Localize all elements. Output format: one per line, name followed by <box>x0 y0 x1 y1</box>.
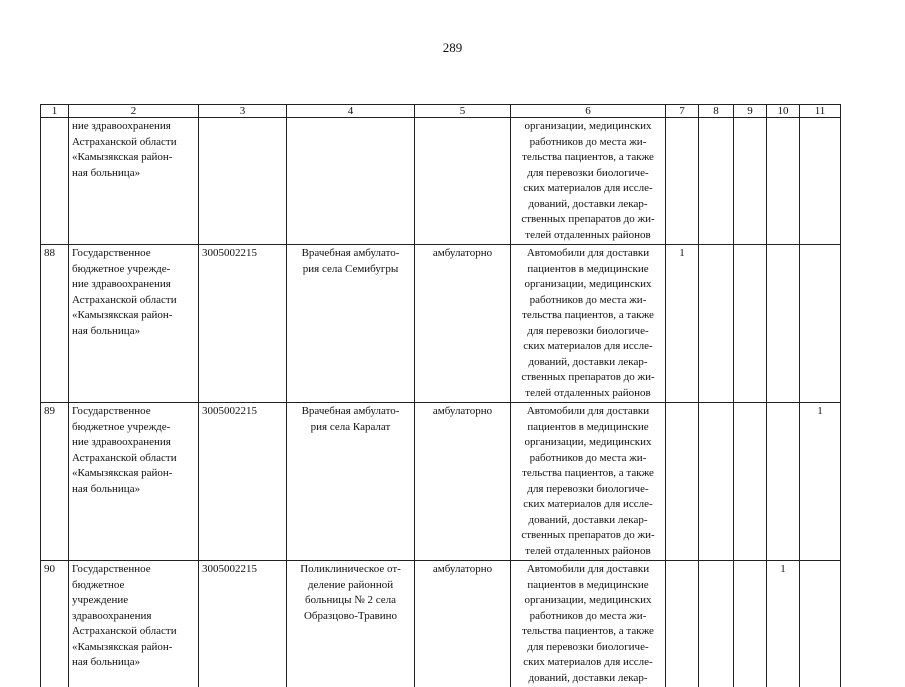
purpose-cell: организации, медицинских работников до места жи- тельства пациентов, а также для перевозки биологиче- ских материалов для иссле- дований, доставки лекар- ственных препаратов до жи- телей отдаленных районов <box>511 118 666 245</box>
row-number <box>41 118 69 245</box>
purpose-cell: Автомобили для доставки пациентов в медицинские организации, медицинских работников до места жи- тельства пациентов, а также для перевозки биологиче- ских материалов для иссле- дований, доставки лекар- <box>511 561 666 687</box>
count-cell <box>734 245 767 403</box>
column-header: 4 <box>287 105 415 118</box>
mode-cell <box>415 118 511 245</box>
count-cell <box>800 118 841 245</box>
facility-cell <box>287 118 415 245</box>
count-cell <box>767 118 800 245</box>
inn-cell <box>199 118 287 245</box>
column-header: 8 <box>699 105 734 118</box>
count-cell <box>767 403 800 561</box>
mode-cell: амбулаторно <box>415 561 511 687</box>
mode-cell: амбулаторно <box>415 403 511 561</box>
institution-name: Государственное бюджетное учреждение здравоохранения Астраханской области «Камызякская район- ная больница» <box>69 561 199 687</box>
table-row <box>41 561 841 687</box>
page-number: 289 <box>0 40 905 56</box>
count-cell <box>699 245 734 403</box>
count-cell <box>767 245 800 403</box>
count-cell <box>699 561 734 687</box>
count-cell <box>666 561 699 687</box>
inn-cell: 3005002215 <box>199 561 287 687</box>
purpose-cell: Автомобили для доставки пациентов в медицинские организации, медицинских работников до места жи- тельства пациентов, а также для перевозки биологиче- ских материалов для иссле- дований, доставки лекар- ственных препаратов до жи- телей отдаленных районов <box>511 245 666 403</box>
facility-cell: Врачебная амбулато- рия села Семибугры <box>287 245 415 403</box>
count-cell: 1 <box>666 245 699 403</box>
table-row <box>41 245 841 403</box>
count-cell: 1 <box>800 403 841 561</box>
inn-cell: 3005002215 <box>199 245 287 403</box>
column-header: 9 <box>734 105 767 118</box>
column-header: 10 <box>767 105 800 118</box>
facility-cell: Поликлиническое от- деление районной больницы № 2 села Образцово-Травино <box>287 561 415 687</box>
institution-name: Государственное бюджетное учрежде- ние здравоохранения Астраханской области «Камызякская район- ная больница» <box>69 245 199 403</box>
count-cell: 1 <box>767 561 800 687</box>
mode-cell: амбулаторно <box>415 245 511 403</box>
purpose-cell: Автомобили для доставки пациентов в медицинские организации, медицинских работников до места жи- тельства пациентов, а также для перевозки биологиче- ских материалов для иссле- дований, доставки лекар- ственных препаратов до жи- телей отдаленных районов <box>511 403 666 561</box>
count-cell <box>666 403 699 561</box>
table-row <box>41 118 841 245</box>
column-header: 3 <box>199 105 287 118</box>
column-header: 11 <box>800 105 841 118</box>
count-cell <box>699 118 734 245</box>
facility-cell: Врачебная амбулато- рия села Каралат <box>287 403 415 561</box>
table-row <box>41 403 841 561</box>
column-header: 7 <box>666 105 699 118</box>
count-cell <box>734 403 767 561</box>
column-header: 1 <box>41 105 69 118</box>
inn-cell: 3005002215 <box>199 403 287 561</box>
row-number: 88 <box>41 245 69 403</box>
count-cell <box>800 245 841 403</box>
row-number: 89 <box>41 403 69 561</box>
count-cell <box>734 118 767 245</box>
count-cell <box>800 561 841 687</box>
header-row <box>41 105 841 118</box>
column-header: 2 <box>69 105 199 118</box>
count-cell <box>699 403 734 561</box>
institution-name: Государственное бюджетное учрежде- ние здравоохранения Астраханской области «Камызякская район- ная больница» <box>69 403 199 561</box>
row-number: 90 <box>41 561 69 687</box>
count-cell <box>666 118 699 245</box>
column-header: 5 <box>415 105 511 118</box>
column-header: 6 <box>511 105 666 118</box>
document-table <box>40 104 841 687</box>
count-cell <box>734 561 767 687</box>
institution-name: ние здравоохранения Астраханской области «Камызякская район- ная больница» <box>69 118 199 245</box>
